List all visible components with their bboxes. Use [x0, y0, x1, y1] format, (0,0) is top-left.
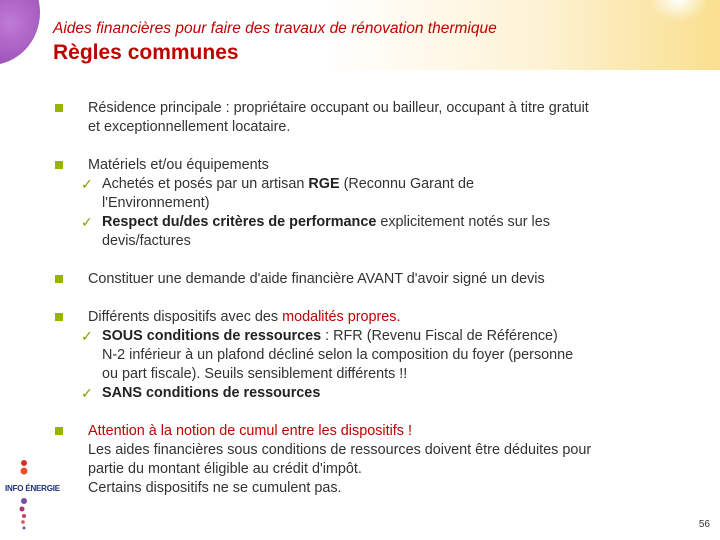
logo-dot [20, 507, 25, 512]
bullet-text: Constituer une demande d'aide financière AVANT d'avoir signé un devis [88, 271, 545, 287]
bullet-text: Matériels et/ou équipements [88, 157, 269, 173]
check-item-rge [52, 175, 662, 213]
bullet-dispositifs [52, 308, 662, 403]
slide-title: Règles communes [53, 41, 239, 64]
slide-content [52, 99, 662, 515]
checkmark-icon: ✓ [81, 214, 93, 230]
bullet-square-icon [55, 161, 63, 169]
bullet-materiels [52, 156, 662, 251]
header-decoration [0, 0, 40, 65]
checkmark-icon: ✓ [81, 328, 93, 344]
bullet-text-highlight: Attention à la notion de cumul entre les dispositifs ! [88, 423, 412, 439]
check-text: Achetés et posés par un artisan [102, 176, 309, 192]
bullet-square-icon [55, 275, 63, 283]
check-text: l'Environnement) [102, 195, 210, 211]
check-item-performance [52, 213, 662, 251]
checkmark-icon: ✓ [81, 176, 93, 192]
bullet-text: Résidence principale : propriétaire occupant ou bailleur, occupant à titre gratuit [88, 100, 589, 116]
logo-dot [21, 520, 25, 524]
check-text: : RFR (Revenu Fiscal de Référence) [321, 328, 558, 344]
logo-dot [21, 460, 27, 466]
bullet-square-icon [55, 427, 63, 435]
bullet-text: Certains dispositifs ne se cumulent pas. [88, 480, 342, 496]
logo-dot [21, 468, 28, 475]
check-item-sans-conditions [52, 384, 662, 403]
check-text: ou part fiscale). Seuils sensiblement différents !! [102, 366, 408, 382]
check-text-bold: SANS conditions de ressources [102, 385, 321, 401]
check-text-bold: RGE [308, 176, 340, 192]
bullet-square-icon [55, 104, 63, 112]
bullet-text-part: Différents dispositifs avec des [88, 309, 283, 325]
check-text-bold: Respect du/des critères de performance [102, 214, 377, 230]
info-energie-logo [2, 455, 47, 535]
bullet-cumul [52, 422, 662, 498]
bullet-square-icon [55, 313, 63, 321]
check-text: devis/factures [102, 233, 191, 249]
bullet-text: partie du montant éligible au crédit d'impôt. [88, 461, 362, 477]
bullet-residence [52, 99, 662, 137]
check-text: (Reconnu Garant de [339, 176, 474, 192]
bullet-demande [52, 270, 662, 289]
logo-dot [22, 514, 26, 518]
header-glow [648, 0, 708, 22]
check-text-bold: SOUS conditions de ressources [102, 328, 322, 344]
bullet-text-highlight: modalités propres. [282, 309, 401, 325]
slide-subtitle: Aides financières pour faire des travaux de rénovation thermique [53, 20, 497, 37]
logo-dot [23, 527, 26, 530]
logo-dot [21, 498, 27, 504]
page-number: 56 [698, 519, 710, 530]
check-text: explicitement notés sur les [376, 214, 550, 230]
bullet-text [88, 308, 662, 327]
check-text: N-2 inférieur à un plafond décliné selon la composition du foyer (personne [102, 347, 574, 363]
check-item-sous-conditions [52, 327, 662, 384]
checkmark-icon: ✓ [81, 385, 93, 401]
logo-text: INFO ÉNERGIE [5, 484, 60, 493]
bullet-text: Les aides financières sous conditions de ressources doivent être déduites pour [88, 442, 592, 458]
bullet-text: et exceptionnellement locataire. [88, 119, 291, 135]
